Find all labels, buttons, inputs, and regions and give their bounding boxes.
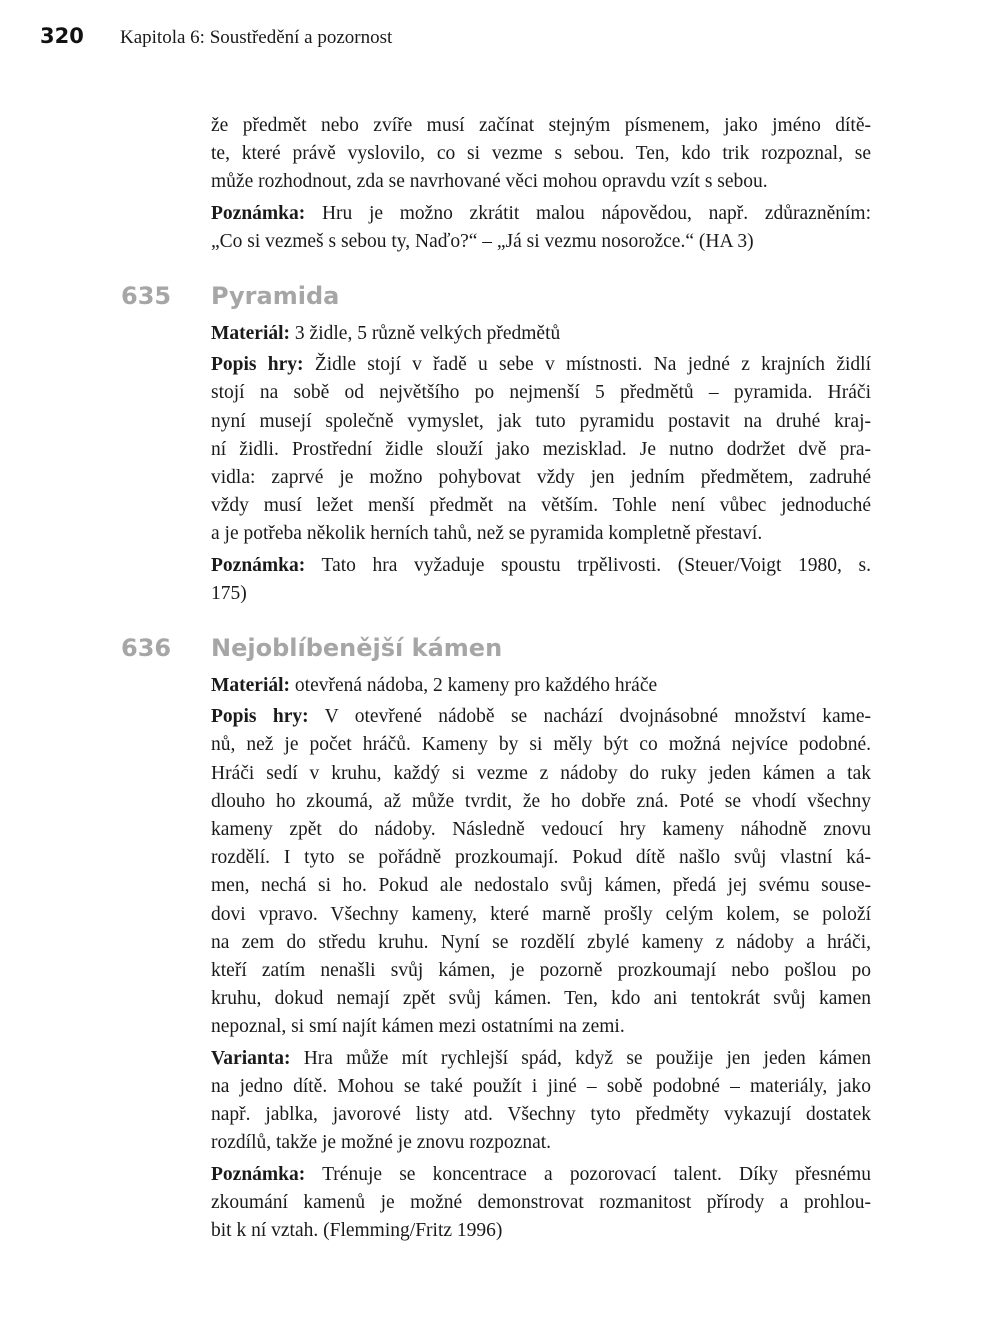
line-text: a je potřeba několik herních tahů, než se pyramida kompletně přestaví. [211,523,763,545]
text-line [211,872,871,900]
text-line [211,1073,871,1101]
text-line [211,1161,871,1189]
section-title: Nejoblíbenější kámen [211,634,503,663]
line-text: 3 židle, 5 různě velkých předmětů [290,323,561,345]
paragraph [211,703,871,1041]
text-line [211,957,871,985]
text-line [211,929,871,957]
text-line [211,552,871,580]
text-line [211,436,871,464]
line-text: kameny zpět do nádoby. Následně vedoucí hry kameny náhodně znovu [211,819,871,841]
text-line [211,351,871,379]
text-line [211,580,871,608]
page-body [121,112,871,1245]
line-text: V otevřené nádobě se nachází dvojnásobné množství kame- [308,706,871,728]
text-line [211,520,871,548]
line-text: vždy musí ležet menší předmět na větším. Tohle není vůbec jednoduché [211,495,871,517]
text-line [211,760,871,788]
paragraph-label: Poznámka: [211,1163,306,1185]
line-text: Hráči sedí v kruhu, každý si vezme z nádoby do ruky jeden kámen a tak [211,762,871,784]
text-line [211,1129,871,1157]
paragraph-label: Materiál: [211,323,291,345]
line-text: „Co si vezmeš s sebou ty, Naďo?“ – „Já si vezmu nosorožce.“ (HA 3) [211,230,754,252]
section-heading [121,634,871,668]
line-text: nepoznal, si smí najít kámen mezi ostatními na zemi. [211,1016,625,1038]
text-line [211,1013,871,1041]
page-header [40,24,392,54]
text-line [211,788,871,816]
section-number: 636 [121,634,172,663]
line-text: Tato hra vyžaduje spoustu trpělivosti. (Steuer/Voigt 1980, s. [305,554,871,576]
section-heading [121,282,871,316]
line-text: ní židli. Prostřední židle slouží jako mezisklad. Je nutno dodržet dvě pra- [211,438,871,460]
paragraph [211,351,871,548]
text-line [211,379,871,407]
text-line [211,200,871,228]
paragraph-label: Poznámka: [211,554,306,576]
text-line [211,112,871,140]
line-text: že předmět nebo zvíře musí začínat stejným písmenem, jako jméno dítě- [211,115,871,136]
text-line [211,320,871,348]
line-text: rozdílů, takže je možné je znovu rozpoznat. [211,1132,552,1154]
line-text: nů, než je počet hráčů. Kameny by si měly být co možná nejvíce podobné. [211,734,871,756]
line-text: otevřená nádoba, 2 kameny pro každého hráče [290,675,658,697]
section-title: Pyramida [211,282,340,311]
text-line [211,140,871,168]
text-line [211,816,871,844]
line-text: Židle stojí v řadě u sebe v místnosti. Na jedné z krajních židlí [303,354,871,376]
paragraph-label: Varianta: [211,1047,291,1069]
line-text: dovi vpravo. Všechny kameny, které marně prošly celým kolem, se položí [211,903,871,925]
line-text: dlouho ho zkoumá, až může tvrdit, že ho dobře zná. Poté se vhodí všechny [211,790,871,812]
text-line [211,985,871,1013]
line-text: kruhu, dokud nemají zpět svůj kámen. Ten, kdo ani tentokrát svůj kamen [211,988,871,1010]
paragraph [211,112,871,197]
paragraph [211,320,871,348]
line-text: vidla: zaprvé je možno pohybovat vždy jen jedním předmětem, zadruhé [211,467,871,489]
page-number: 320 [40,24,84,48]
text-line [211,168,871,196]
paragraph-label: Materiál: [211,675,291,697]
paragraph [211,672,871,700]
paragraph [211,552,871,608]
text-line [211,464,871,492]
text-line [211,1045,871,1073]
paragraph [211,1161,871,1246]
line-text: men, nechá si ho. Pokud ale nedostalo svůj kámen, předá jej svému souse- [211,875,871,897]
line-text: může rozhodnout, zda se navrhované věci mohou opravdu vzít s sebou. [211,171,768,193]
text-line [211,408,871,436]
line-text: zkoumání kamenů je možné demonstrovat rozmanitost přírody a prohlou- [211,1191,871,1213]
line-text: stojí na sobě od největšího po nejmenší 5 předmětů – pyramida. Hráči [211,382,871,404]
text-line [211,1101,871,1129]
paragraph [211,200,871,256]
text-line [211,731,871,759]
line-text: te, které právě vyslovilo, co si vezme s sebou. Ten, kdo trik rozpoznal, se [211,143,871,165]
text-line [211,844,871,872]
paragraph-label: Poznámka: [211,202,306,224]
section-number: 635 [121,282,172,311]
line-text: bit k ní vztah. (Flemming/Fritz 1996) [211,1219,503,1241]
line-text: na zem do středu kruhu. Nyní se rozdělí zbylé kameny z nádoby a hráči, [211,931,871,953]
line-text: např. jablka, javorové listy atd. Všechny tyto předměty vykazují dostatek [211,1104,871,1126]
text-line [211,672,871,700]
line-text: rozdělí. I tyto se pořádně prozkoumají. Pokud dítě našlo svůj vlastní ká- [211,847,871,869]
line-text: Hra může mít rychlejší spád, když se použije jen jeden kámen [290,1047,871,1069]
line-text: na jedno dítě. Mohou se také použít i jiné – sobě podobné – materiály, jako [211,1075,871,1097]
text-line [211,703,871,731]
text-line [211,492,871,520]
paragraph-label: Popis hry: [211,354,304,376]
paragraph-label: Popis hry: [211,706,309,728]
paragraph [211,1045,871,1158]
line-text: nyní musejí společně vymyslet, jak tuto pyramidu postavit na druhé kraj- [211,410,871,432]
line-text: kteří zatím nenašli svůj kámen, je pozorně prozkoumají nebo pošlou po [211,960,871,982]
chapter-title: Kapitola 6: Soustředění a pozornost [120,27,393,48]
text-line [211,1189,871,1217]
text-line [211,228,871,256]
line-text: 175) [211,582,247,604]
line-text: Trénuje se koncentrace a pozorovací talent. Díky přesnému [305,1163,871,1185]
text-line [211,901,871,929]
text-line [211,1217,871,1245]
line-text: Hru je možno zkrátit malou nápovědou, např. zdůrazněním: [305,202,871,224]
